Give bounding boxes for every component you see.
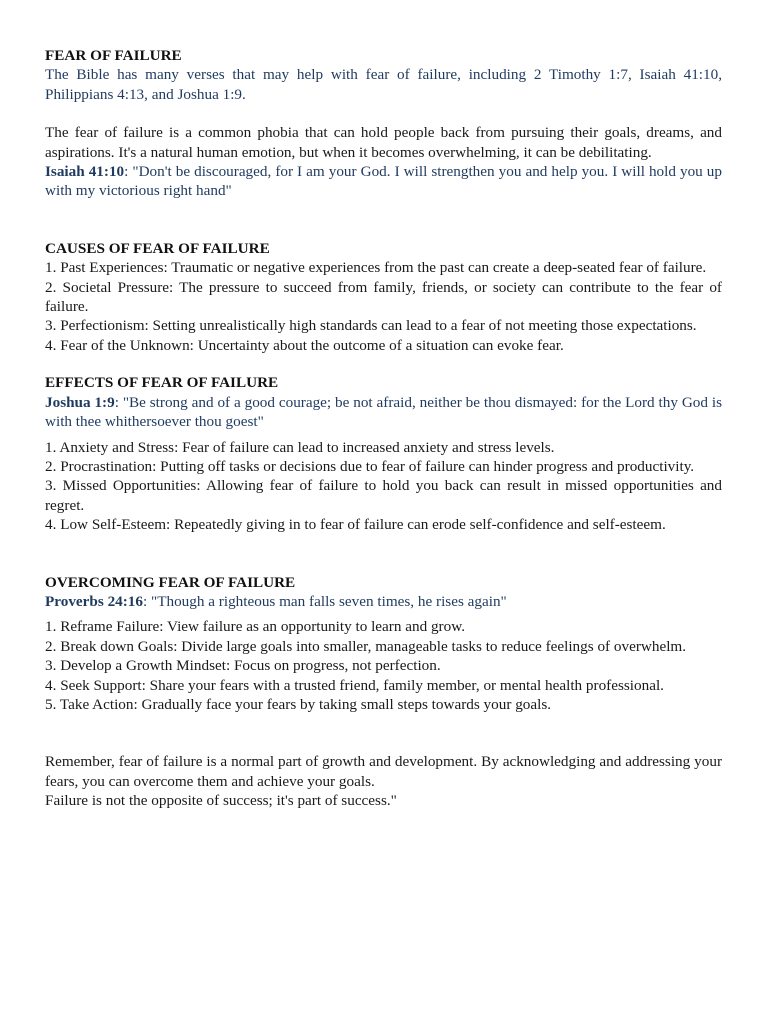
causes-list (45, 258, 722, 355)
list-item: 3. Perfectionism: Setting unrealistically high standards can lead to a fear of not meeting those expectations. (45, 317, 697, 335)
effects-section (45, 373, 722, 534)
intro-section (45, 46, 722, 201)
intro-verse (45, 162, 722, 201)
effects-list (45, 438, 722, 535)
list-item: 4. Seek Support: Share your fears with a trusted friend, family member, or mental health professional. (45, 676, 664, 694)
list-item: 1. Anxiety and Stress: Fear of failure can lead to increased anxiety and stress levels. (45, 438, 555, 456)
list-item: 3. Missed Opportunities: Allowing fear of failure to hold you back can result in missed opportunities and regret. (45, 477, 722, 514)
list-item: 3. Develop a Growth Mindset: Focus on progress, not perfection. (45, 657, 441, 675)
list-item: 2. Break down Goals: Divide large goals into smaller, manageable tasks to reduce feelings of overwhelm. (45, 637, 687, 655)
section-heading-causes: CAUSES OF FEAR OF FAILURE (45, 239, 270, 257)
list-item: 4. Fear of the Unknown: Uncertainty about the outcome of a situation can evoke fear. (45, 336, 564, 354)
verse-reference: Proverbs 24:16 (45, 592, 143, 610)
list-item: 2. Societal Pressure: The pressure to succeed from family, friends, or society can contribute to the fear of failure. (45, 278, 722, 316)
verse-text: : "Be strong and of a good courage; be not afraid, neither be thou dismayed: for the Lord thy God is with thee whithersoever thou goest" (45, 393, 722, 431)
document-page (45, 46, 722, 811)
list-item: 2. Procrastination: Putting off tasks or decisions due to fear of failure can hinder progress and productivity. (45, 457, 695, 475)
intro-paragraph: The fear of failure is a common phobia that can hold people back from pursuing their goals, dreams, and aspirations. It's a natural human emotion, but when it becomes overwhelming, it can be debilitating. (45, 124, 722, 161)
overcoming-list (45, 617, 722, 714)
list-item: 1. Reframe Failure: View failure as an opportunity to learn and grow. (45, 618, 465, 636)
page-title: FEAR OF FAILURE (45, 47, 182, 64)
bible-note: The Bible has many verses that may help with fear of failure, including 2 Timothy 1:7, Isaiah 41:10, Philippians 4:13, and Joshua 1:9. (45, 66, 722, 103)
list-item: 4. Low Self-Esteem: Repeatedly giving in to fear of failure can erode self-confidence and self-esteem. (45, 516, 666, 534)
list-item: 5. Take Action: Gradually face your fears by taking small steps towards your goals. (45, 695, 552, 713)
section-heading-effects: EFFECTS OF FEAR OF FAILURE (45, 374, 279, 392)
verse-reference: Isaiah 41:10 (45, 163, 125, 181)
overcoming-verse (45, 592, 722, 611)
overcoming-section (45, 573, 722, 715)
closing-paragraph: Remember, fear of failure is a normal part of growth and development. By acknowledging and addressing your fears, you can overcome them and achieve your goals. (45, 753, 722, 790)
verse-text: : "Don't be discouraged, for I am your God. I will strengthen you and help you. I will hold you up with my victorious right hand" (45, 163, 722, 200)
verse-text: : "Though a righteous man falls seven times, he rises again" (143, 592, 507, 610)
closing-section (45, 752, 722, 810)
effects-verse (45, 393, 722, 432)
closing-quote: Failure is not the opposite of success; it's part of success." (45, 792, 397, 810)
verse-reference: Joshua 1:9 (45, 393, 115, 411)
causes-section (45, 239, 722, 355)
list-item: 1. Past Experiences: Traumatic or negative experiences from the past can create a deep-seated fear of failure. (45, 259, 707, 277)
section-heading-overcoming: OVERCOMING FEAR OF FAILURE (45, 573, 296, 591)
